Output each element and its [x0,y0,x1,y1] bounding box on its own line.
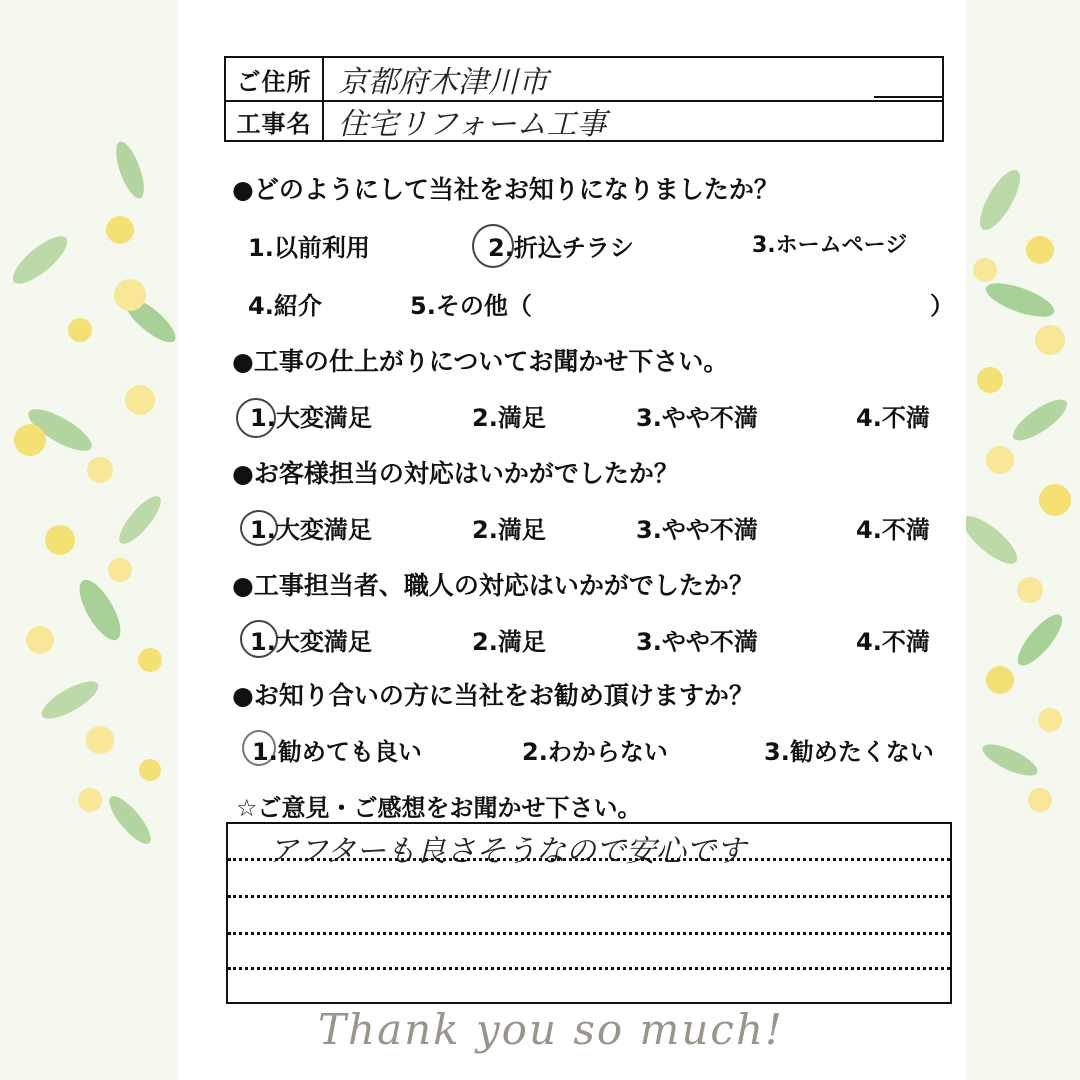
address-value: 京都府木津川市 [338,65,548,100]
thank-you-script: Thank you so much! [318,1005,784,1054]
q3-option-4[interactable]: 4.不満 [856,516,930,544]
q1-option-5[interactable]: 5.その他（ [410,292,532,320]
q5-option-3[interactable]: 3.勧めたくない [764,738,934,766]
comment-line [228,932,950,935]
q3-option-1[interactable]: 1.大変満足 [250,516,372,544]
q2-option-1[interactable]: 1.大変満足 [250,404,372,432]
q3-option-2[interactable]: 2.満足 [472,516,546,544]
q5-option-1[interactable]: 1.勧めても良い [252,738,422,766]
comments-text: アフターも良さそうなので安心です [268,834,746,869]
q1-option-2[interactable]: 2.折込チラシ [488,234,634,262]
comments-heading: ☆ご意見・ご感想をお聞かせ下さい。 [236,794,642,822]
project-label: 工事名 [226,102,324,140]
address-extra-box [874,56,944,98]
q1-option-1[interactable]: 1.以前利用 [248,234,370,262]
q4-option-2[interactable]: 2.満足 [472,628,546,656]
q4-option-4[interactable]: 4.不満 [856,628,930,656]
question-3: ●お客様担当の対応はいかがでしたか？ [232,459,679,488]
comment-line [228,967,950,970]
question-4: ●工事担当者、職人の対応はいかがでしたか？ [232,571,754,600]
q1-option-3[interactable]: 3.ホームページ [752,233,908,258]
question-1: ●どのようにして当社をお知りになりましたか？ [232,175,779,204]
q5-option-2[interactable]: 2.わからない [522,738,668,766]
q4-option-1[interactable]: 1.大変満足 [250,628,372,656]
q1-option-5-close-paren: ） [930,292,954,320]
q3-option-3[interactable]: 3.やや不満 [636,516,758,544]
address-label: ご住所 [226,58,324,100]
address-row [224,56,944,102]
project-row [224,100,944,142]
comment-line [228,858,950,861]
comments-box [226,822,952,1004]
q1-option-4[interactable]: 4.紹介 [248,292,322,320]
comment-line [228,895,950,898]
q2-option-2[interactable]: 2.満足 [472,404,546,432]
q4-option-3[interactable]: 3.やや不満 [636,628,758,656]
q2-option-3[interactable]: 3.やや不満 [636,404,758,432]
question-2: ●工事の仕上がりについてお聞かせ下さい。 [232,347,729,376]
question-5: ●お知り合いの方に当社をお勧め頂けますか？ [232,681,754,710]
q2-option-4[interactable]: 4.不満 [856,404,930,432]
project-value: 住宅リフォーム工事 [338,107,607,142]
